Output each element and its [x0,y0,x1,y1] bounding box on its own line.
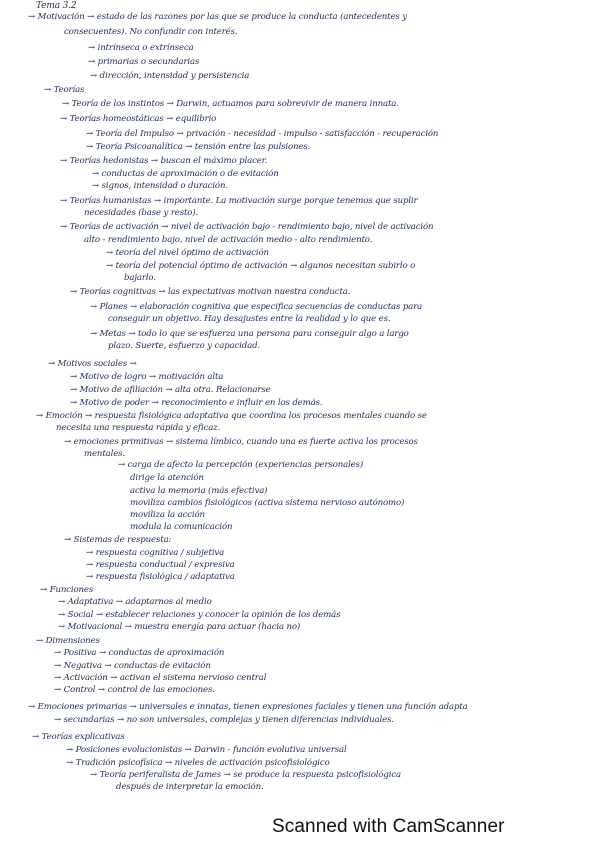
note-line: mentales. [84,449,125,459]
note-line: → respuesta fisiológica / adaptativa [86,572,235,582]
note-line: → Teoría del Impulso → privación - necesidad - impulso - satisfacción - recuperación [86,129,439,139]
note-line: → Metas → todo lo que se esfuerza una persona para conseguir algo a largo [90,329,409,339]
note-line: → Motivacional → muestra energía para actuar (hacia no) [58,622,301,632]
note-line: → Teoría Psicoanalítica → tensión entre las pulsiones. [86,142,311,152]
note-line: necesidades (base y resto). [84,208,199,218]
note-line: → Sistemas de respuesta: [64,535,172,545]
note-line: → Dimensiones [36,636,100,646]
note-line: alto - rendimiento bajo, nivel de activación medio - alto rendimiento. [84,235,373,245]
note-line: → Negativa → conductas de evitación [54,661,211,671]
note-line: → Planes → elaboración cognitiva que especifica secuencias de conductas para [90,302,423,312]
note-line: → Teorías explicativas [32,732,125,742]
note-line: → respuesta cognitiva / subjetiva [86,548,225,558]
note-line: → teoría del potencial óptimo de activación → algunos necesitan subirlo o [106,261,416,271]
note-line: → Teoría de los instintos → Darwin, actuamos para sobrevivir de manera innata. [62,99,399,109]
note-line: → Control → control de las emociones. [54,685,215,695]
note-line: → respuesta conductual / expresiva [86,560,235,570]
note-line: → signos, intensidad o duración. [92,181,228,191]
note-line: → Tradición psicofísica → niveles de activación psicofisiológico [66,758,330,768]
note-line: moviliza la acción [130,510,205,520]
note-line: necesita una respuesta rápida y eficaz. [56,423,221,433]
note-line: moviliza cambios fisiológicos (activa sistema nervioso autónomo) [130,498,405,508]
note-line: → emociones primitivas → sistema límbico, cuando una es fuerte activa los procesos [64,437,418,447]
note-line: → Motivo de poder → reconocimiento e influir en los demás. [70,398,323,408]
note-line: → Teorías cognitivas → las expectativas motivan nuestra conducta. [70,287,351,297]
note-line: → Posiciones evolucionistas → Darwin - función evolutiva universal [66,745,347,755]
note-line: → Teorías de activación → nivel de activación bajo - rendimiento bajo, nivel de activación [60,222,434,232]
note-line: modula la comunicación [130,522,233,532]
note-line: → Emociones primarias → universales e innatas, tienen expresiones faciales y tienen una función adapta [28,702,468,712]
note-line: → Activación → activan el sistema nervioso central [54,673,267,683]
note-line: → Motivos sociales → [48,359,137,369]
note-line: → Social → establecer relaciones y conocer la opinión de los demás [58,610,341,620]
note-line: → dirección, intensidad y persistencia [90,71,250,81]
note-line: → secundarias → no son universales, complejas y tienen diferencias individuales. [54,715,394,725]
note-line: → intrínseca o extrínseca [88,43,194,53]
note-line: consecuentes). No confundir con interés. [64,27,238,37]
note-line: conseguir un objetivo. Hay desajustes entre la realidad y lo que es. [108,314,391,324]
note-line: plazo. Suerte, esfuerzo y capacidad. [108,341,261,351]
note-line: → Teorías homeostáticas → equilibrio [60,114,217,124]
note-line: después de interpretar la emoción. [116,782,264,792]
note-line: activa la memoria (más efectiva) [130,486,268,496]
note-line: → Funciones [40,585,94,595]
note-line: → teoría del nivel óptimo de activación [106,248,269,258]
note-line: → primarias o secundarias [88,57,200,67]
note-line: → Motivación → estado de las razones por las que se produce la conducta (antecedentes y [28,12,407,22]
note-line: → Adaptativa → adaptarnos al medio [58,597,212,607]
note-line: → Emoción → respuesta fisiológica adaptativa que coordina los procesos mentales cuando se [36,411,427,421]
camscanner-watermark: Scanned with CamScanner [272,816,505,837]
note-line: → Motivo de afiliación → alta otra. Relacionarse [70,385,271,395]
note-line: → Motivo de logro → motivación alta [70,372,224,382]
note-line: bajarlo. [124,273,156,283]
note-line: → conductas de aproximación o de evitación [92,169,279,179]
note-line: → Teorías humanistas → importante. La motivación surge porque tenemos que suplir [60,196,418,206]
note-line: → Teorías [44,85,85,95]
note-line: dirige la atención [130,473,204,483]
note-line: → carga de afecto la percepción (experiencias personales) [118,460,364,470]
note-line: → Positiva → conductas de aproximación [54,648,225,658]
note-line: → Teorías hedonistas → buscan el máximo placer. [60,156,268,166]
page-heading: Tema 3.2 [36,1,77,11]
note-line: → Teoría periferalista de James → se produce la respuesta psicofisiológica [90,770,401,780]
